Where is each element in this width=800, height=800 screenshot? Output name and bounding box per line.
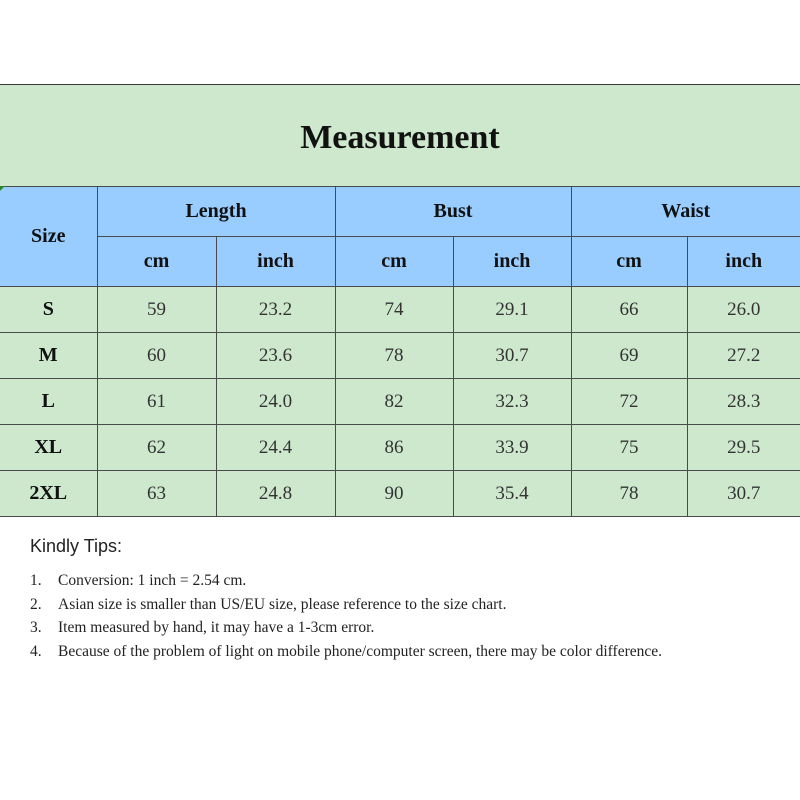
group-header-bust: Bust xyxy=(335,187,571,237)
table-cell: 32.3 xyxy=(453,379,571,425)
table-cell: 78 xyxy=(335,333,453,379)
table-cell: 29.5 xyxy=(687,425,800,471)
table-cell: 30.7 xyxy=(687,471,800,517)
group-header-waist: Waist xyxy=(571,187,800,237)
table-row xyxy=(0,333,800,379)
list-item xyxy=(30,616,730,640)
list-item xyxy=(30,593,730,617)
table-cell: 24.4 xyxy=(216,425,335,471)
size-chart-table xyxy=(0,186,800,517)
unit-header: cm xyxy=(335,237,453,287)
table-cell: 27.2 xyxy=(687,333,800,379)
size-label: M xyxy=(0,333,97,379)
unit-header: cm xyxy=(571,237,687,287)
table-cell: 82 xyxy=(335,379,453,425)
tip-text: Because of the problem of light on mobile phone/computer screen, there may be color difference. xyxy=(58,642,662,660)
tip-text: Item measured by hand, it may have a 1-3cm error. xyxy=(58,619,375,636)
table-cell: 75 xyxy=(571,425,687,471)
tip-text: Conversion: 1 inch = 2.54 cm. xyxy=(58,572,247,589)
table-cell: 35.4 xyxy=(453,471,571,517)
table-cell: 86 xyxy=(335,425,453,471)
group-header-length: Length xyxy=(97,187,335,237)
unit-header: inch xyxy=(216,237,335,287)
table-cell: 29.1 xyxy=(453,287,571,333)
table-cell: 90 xyxy=(335,471,453,517)
table-cell: 74 xyxy=(335,287,453,333)
table-row xyxy=(0,287,800,333)
table-cell: 69 xyxy=(571,333,687,379)
table-cell: 24.8 xyxy=(216,471,335,517)
table-cell: 66 xyxy=(571,287,687,333)
tips-list xyxy=(30,569,730,663)
title-band xyxy=(0,84,800,186)
tip-number: 2. xyxy=(30,595,42,613)
size-label: L xyxy=(0,379,97,425)
table-cell: 63 xyxy=(97,471,216,517)
tip-text: Asian size is smaller than US/EU size, please reference to the size chart. xyxy=(58,595,507,613)
table-cell: 23.2 xyxy=(216,287,335,333)
unit-header: inch xyxy=(453,237,571,287)
unit-header: cm xyxy=(97,237,216,287)
table-cell: 23.6 xyxy=(216,333,335,379)
unit-header: inch xyxy=(687,237,800,287)
page-title: Measurement xyxy=(300,118,500,156)
table-cell: 59 xyxy=(97,287,216,333)
table-cell: 62 xyxy=(97,425,216,471)
list-item xyxy=(30,640,730,664)
size-label: XL xyxy=(0,425,97,471)
size-label: 2XL xyxy=(0,471,97,517)
tips-title: Kindly Tips: xyxy=(30,536,123,556)
table-cell: 24.0 xyxy=(216,379,335,425)
table-row xyxy=(0,379,800,425)
table-cell: 78 xyxy=(571,471,687,517)
table-cell: 72 xyxy=(571,379,687,425)
tip-number: 1. xyxy=(30,572,42,589)
table-cell: 28.3 xyxy=(687,379,800,425)
list-item xyxy=(30,569,730,593)
table-row xyxy=(0,471,800,517)
size-header: Size xyxy=(0,187,97,287)
corner-marker xyxy=(0,186,5,191)
table-cell: 26.0 xyxy=(687,287,800,333)
size-label: S xyxy=(0,287,97,333)
table-cell: 60 xyxy=(97,333,216,379)
table-cell: 30.7 xyxy=(453,333,571,379)
table-cell: 61 xyxy=(97,379,216,425)
tip-number: 3. xyxy=(30,619,42,636)
table-cell: 33.9 xyxy=(453,425,571,471)
table-row xyxy=(0,425,800,471)
tip-number: 4. xyxy=(30,642,42,660)
tips-section xyxy=(30,536,730,663)
